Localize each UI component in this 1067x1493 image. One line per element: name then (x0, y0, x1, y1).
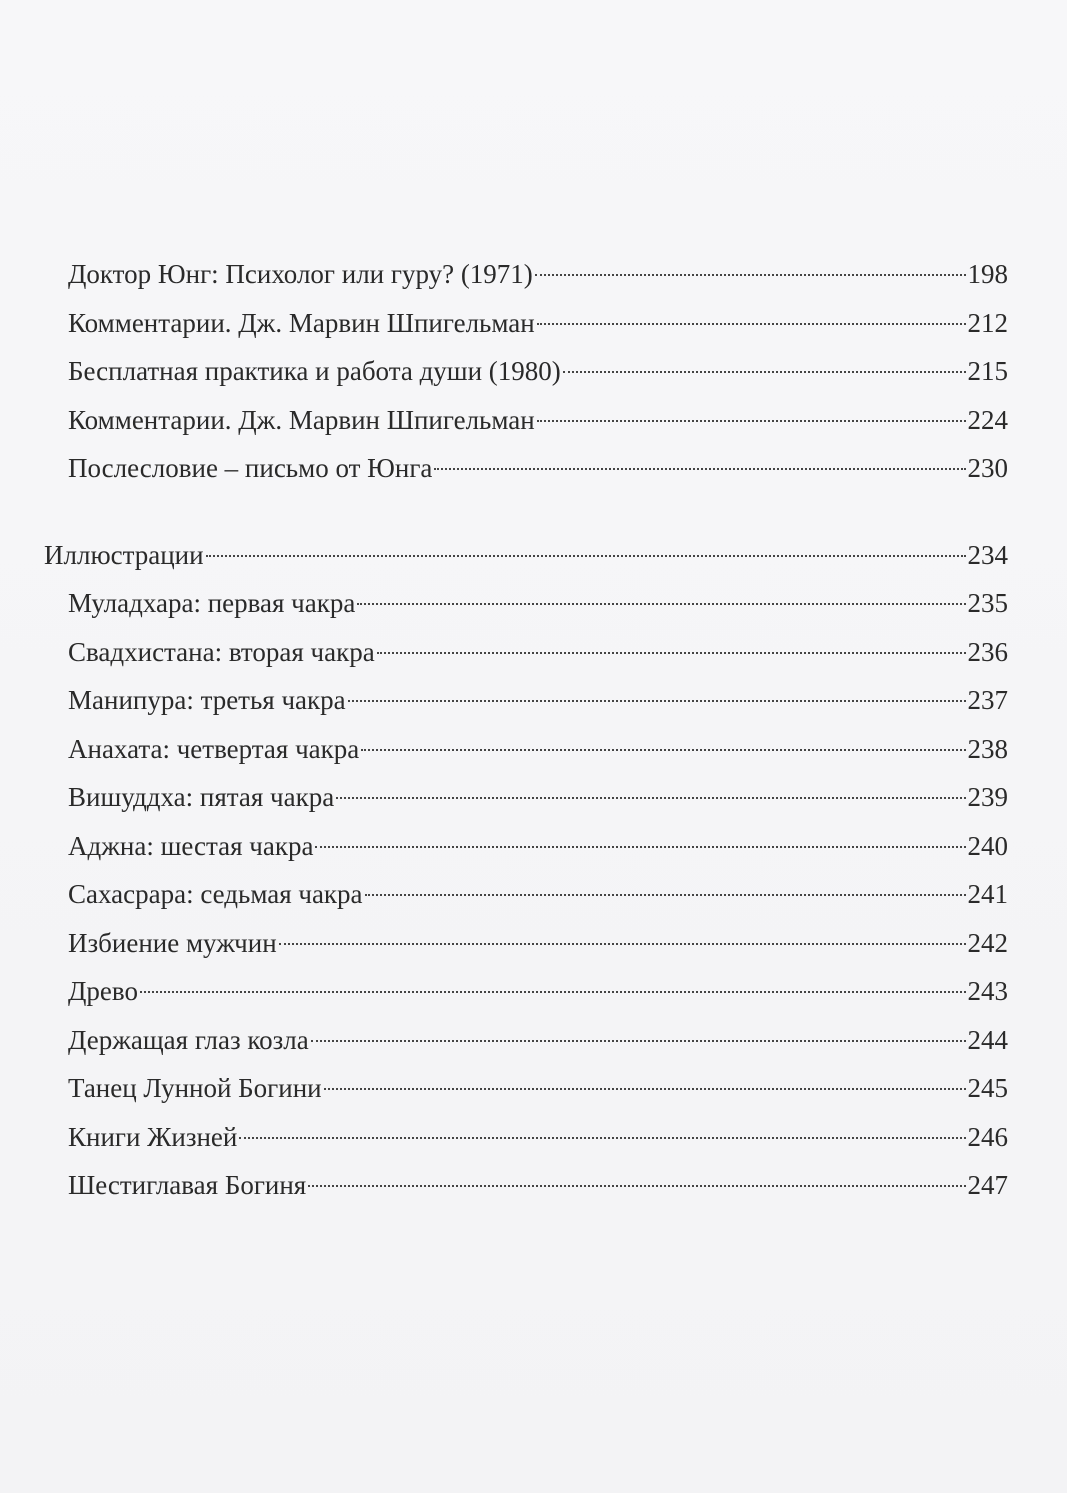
toc-entry (44, 347, 1008, 396)
toc-entry-page: 224 (967, 404, 1008, 435)
toc-entry-page: 245 (967, 1073, 1008, 1103)
toc-entry-page: 230 (967, 453, 1008, 483)
toc-entry (44, 725, 1008, 774)
toc-dot-leader (311, 1040, 966, 1042)
toc-entry-title: Избиение мужчин (68, 927, 277, 958)
toc-entry-title: Комментарии. Дж. Марвин Шпигельман (68, 404, 535, 435)
toc-entry-page: 246 (967, 1121, 1008, 1152)
toc-entry-title: Бесплатная практика и работа души (1980) (68, 356, 561, 386)
toc-entry-title: Манипура: третья чакра (68, 685, 346, 715)
toc-dot-leader (377, 652, 966, 654)
toc-entry-page: 238 (967, 733, 1008, 764)
toc-entry-title: Анахата: четвертая чакра (68, 733, 360, 764)
toc-entry-title: Сахасрара: седьмая чакра (68, 879, 363, 909)
toc-dot-leader (324, 1088, 966, 1090)
toc-entry-page: 198 (967, 259, 1008, 289)
toc-entry-page: 237 (967, 685, 1008, 715)
toc-group-illustrations (44, 531, 1008, 1210)
toc-entry-page: 236 (967, 636, 1008, 667)
toc-dot-leader (348, 700, 966, 702)
toc-entry (44, 773, 1008, 822)
toc-dot-leader (206, 555, 966, 557)
table-of-contents (44, 250, 1008, 1210)
toc-entry-page: 235 (967, 588, 1008, 618)
toc-entry (44, 676, 1008, 725)
toc-dot-leader (535, 274, 966, 276)
toc-dot-leader (563, 371, 966, 373)
toc-dot-leader (315, 846, 965, 848)
toc-entry (44, 822, 1008, 871)
toc-entry-title: Комментарии. Дж. Марвин Шпигельман (68, 307, 535, 338)
toc-entry-title: Вишуддха: пятая чакра (68, 782, 335, 812)
toc-entry-title: Доктор Юнг: Психолог или гуру? (1971) (68, 259, 533, 289)
toc-entry-page: 241 (967, 879, 1008, 909)
toc-entry-title: Муладхара: первая чакра (68, 588, 356, 618)
toc-dot-leader (140, 991, 966, 993)
toc-entry-title: Свадхистана: вторая чакра (68, 636, 375, 667)
toc-entry (44, 579, 1008, 628)
toc-entry (44, 870, 1008, 919)
toc-entry (44, 396, 1008, 445)
toc-dot-leader (336, 797, 965, 799)
toc-entry (44, 967, 1008, 1016)
toc-entry-title: Древо (68, 976, 138, 1006)
toc-entry-page: 239 (967, 782, 1008, 812)
toc-entry-page: 240 (967, 830, 1008, 861)
toc-dot-leader (361, 749, 965, 751)
toc-entry (44, 1161, 1008, 1210)
toc-dot-leader (357, 603, 965, 605)
toc-entry-page: 215 (967, 356, 1008, 386)
toc-entry-page: 247 (967, 1170, 1008, 1200)
toc-entry-page: 244 (967, 1024, 1008, 1055)
toc-section-page: 234 (967, 539, 1008, 570)
toc-entry (44, 1113, 1008, 1162)
toc-section-illustrations (44, 531, 1008, 580)
toc-entry (44, 250, 1008, 299)
toc-entry-page: 212 (967, 307, 1008, 338)
toc-dot-leader (308, 1185, 965, 1187)
toc-dot-leader (239, 1137, 965, 1139)
toc-entry (44, 1016, 1008, 1065)
toc-dot-leader (434, 468, 965, 470)
toc-entry-title: Шестиглавая Богиня (68, 1170, 307, 1200)
toc-entry-page: 243 (967, 976, 1008, 1006)
toc-dot-leader (537, 323, 966, 325)
toc-entry-title: Танец Лунной Богини (68, 1073, 322, 1103)
toc-entry-title: Аджна: шестая чакра (68, 830, 314, 861)
toc-entry (44, 919, 1008, 968)
toc-entry-title: Послесловие – письмо от Юнга (68, 453, 433, 483)
toc-dot-leader (279, 943, 966, 945)
toc-group-essays (44, 250, 1008, 493)
toc-entry (44, 299, 1008, 348)
toc-dot-leader (365, 894, 966, 896)
toc-entry-title: Книги Жизней (68, 1121, 238, 1152)
toc-section-title: Иллюстрации (44, 539, 204, 570)
toc-entry (44, 444, 1008, 493)
toc-entry (44, 1064, 1008, 1113)
toc-entry (44, 628, 1008, 677)
toc-entry-page: 242 (967, 927, 1008, 958)
toc-dot-leader (537, 420, 966, 422)
toc-entry-title: Держащая глаз козла (68, 1024, 309, 1055)
